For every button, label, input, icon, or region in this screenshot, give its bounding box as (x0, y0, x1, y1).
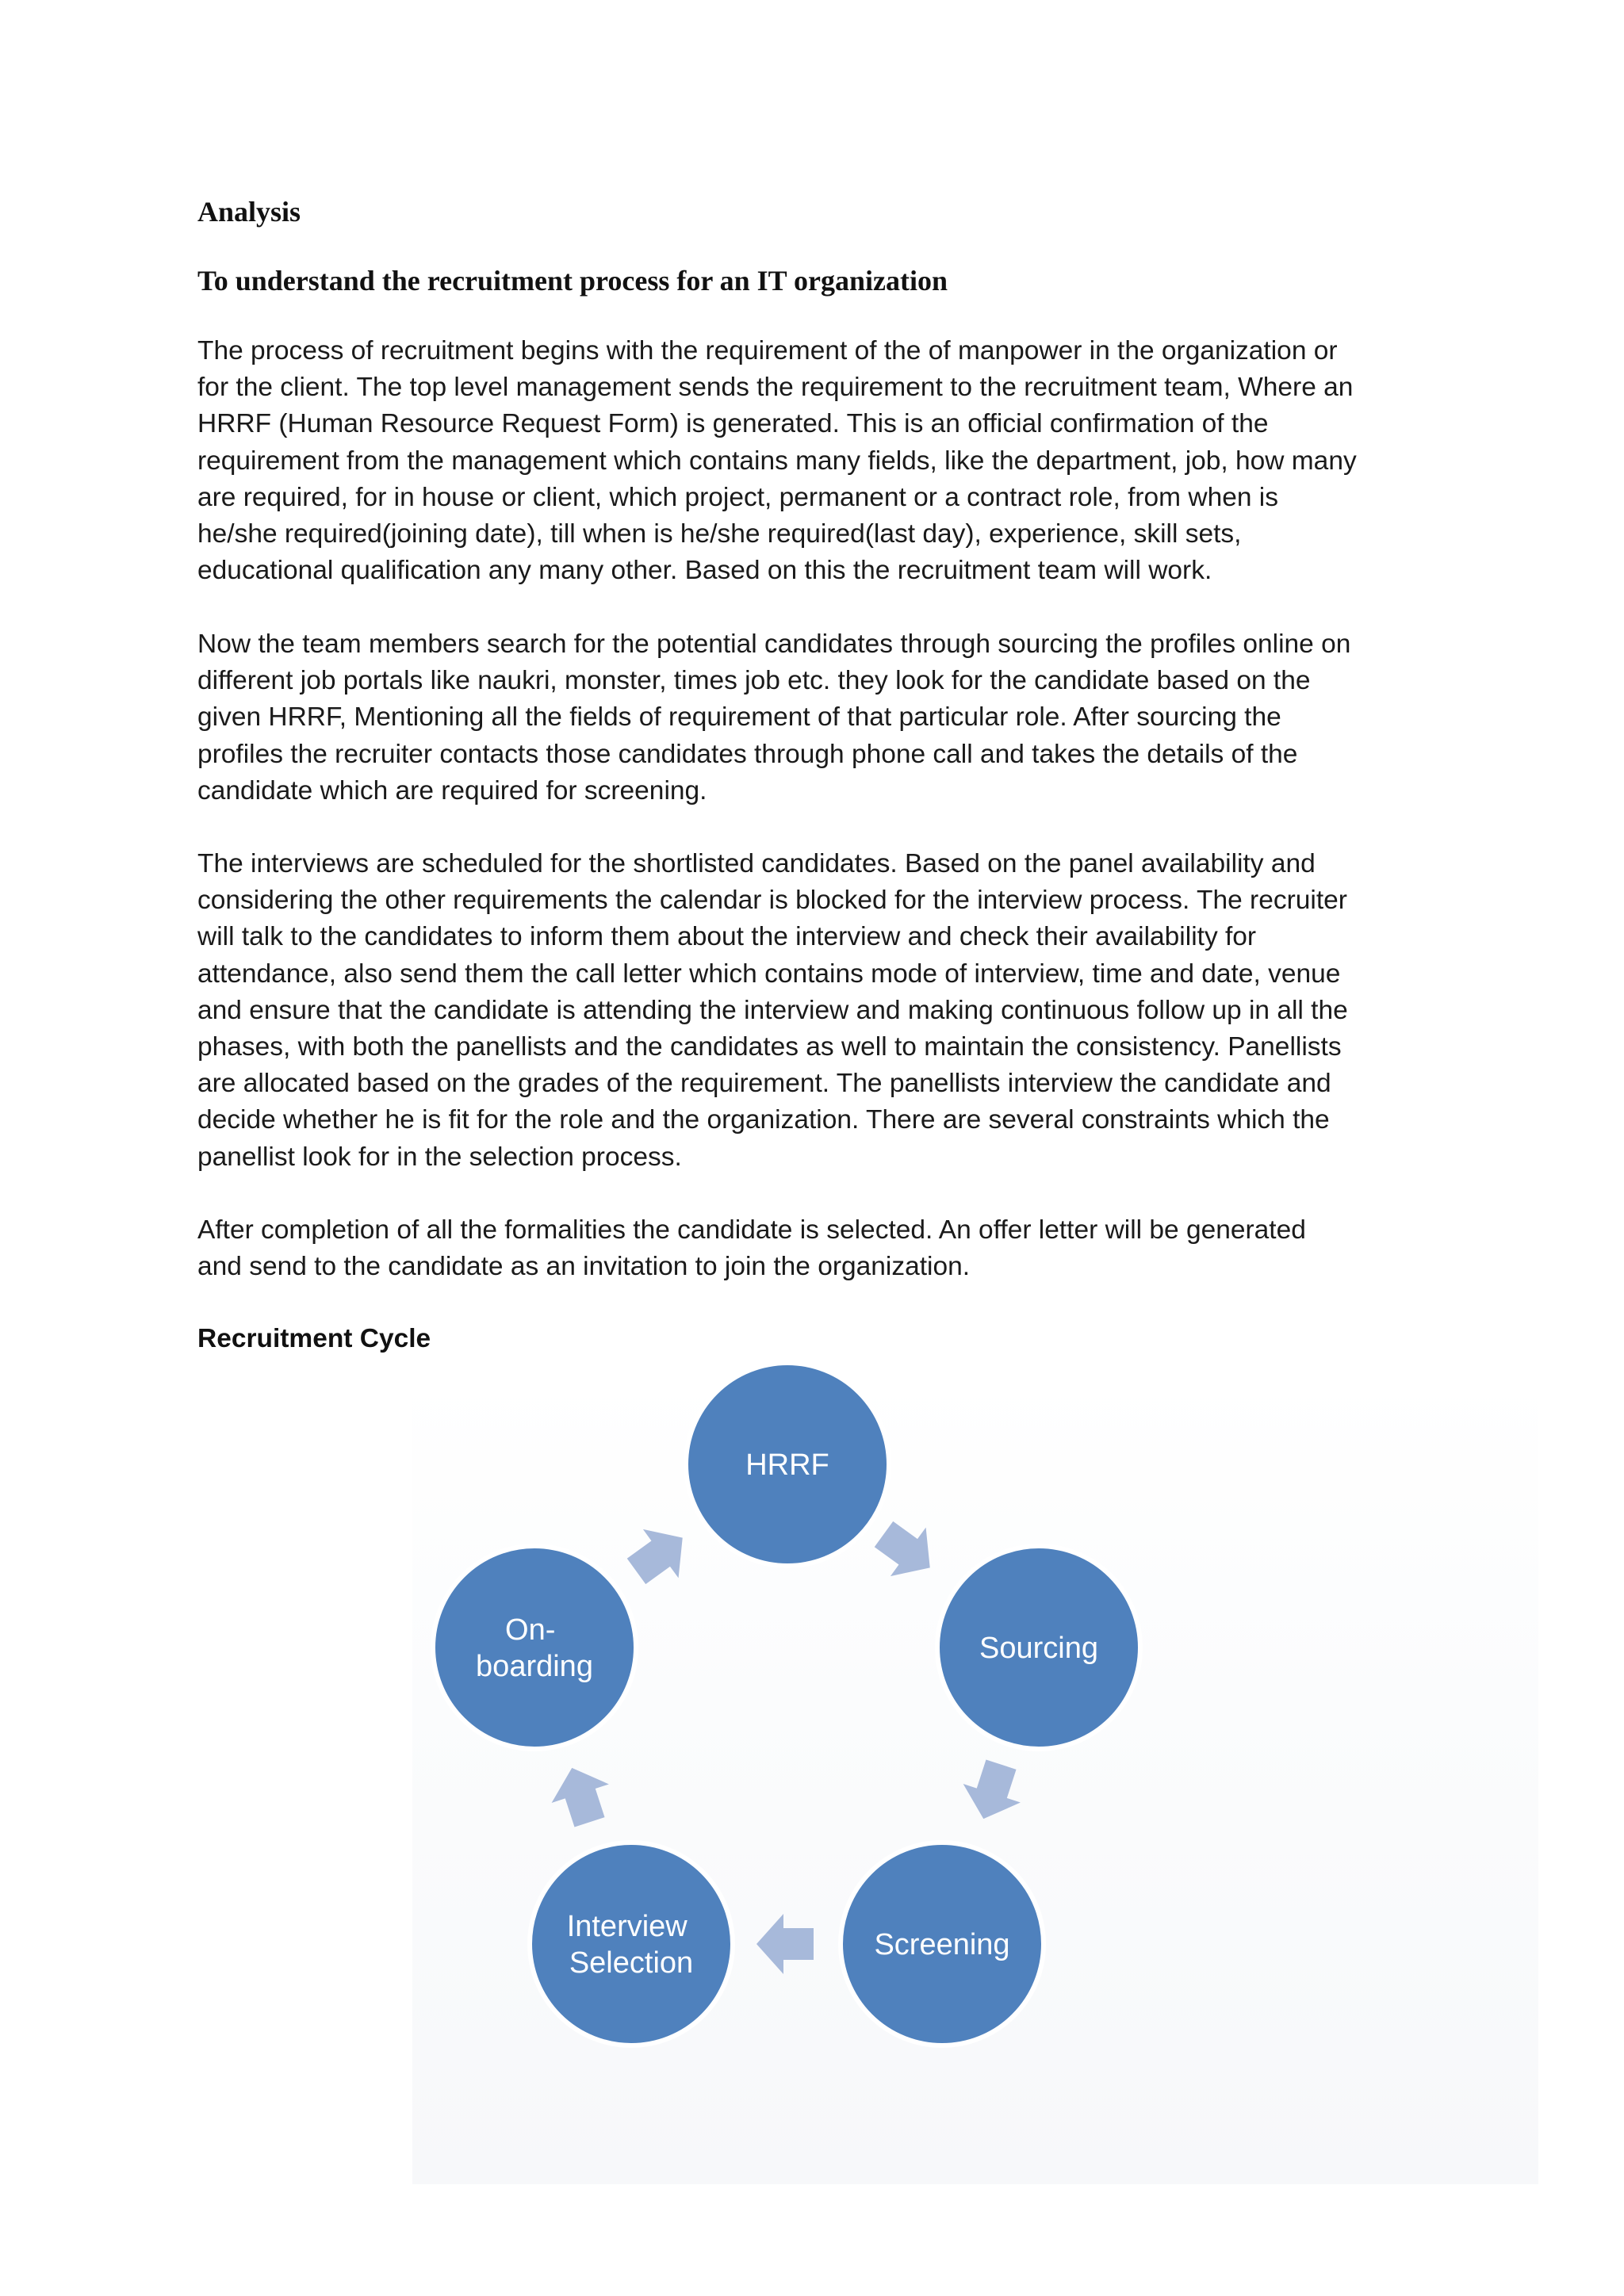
paragraph-line: candidate which are required for screening. (197, 775, 707, 806)
node-label (745, 1448, 829, 1482)
paragraph-line: and send to the candidate as an invitation to join the organization. (197, 1252, 971, 1282)
arrow-onboarding-to-hrrf (619, 1513, 700, 1596)
paragraph-line: decide whether he is fit for the role and the organization. There are several constraints which the (197, 1105, 1330, 1135)
recruitment-cycle-heading: Recruitment Cycle (197, 1324, 431, 1353)
paragraph-line: phases, with both the panellists and the candidates as well to maintain the consistency. Panellists (197, 1032, 1342, 1062)
arrow-screening-to-interview (756, 1914, 814, 1974)
paragraph-line: The interviews are scheduled for the shortlisted candidates. Based on the panel availability and (197, 849, 1316, 878)
paragraph-line: considering the other requirements the calendar is blocked for the interview process. The recruiter (197, 886, 1347, 916)
paragraph-line: profiles the recruiter contacts those candidates through phone call and takes the details of the (197, 739, 1298, 769)
paragraph-line: different job portals like naukri, monster, times job etc. they look for the candidate based on the (197, 666, 1311, 696)
paragraph-line: and ensure that the candidate is attending the interview and making continuous follow up in all the (197, 995, 1348, 1025)
paragraph-line: requirement from the management which contains many fields, like the department, job, how many (197, 446, 1357, 476)
paragraph-line: given HRRF, Mentioning all the fields of requirement of that particular role. After sourcing the (197, 702, 1281, 733)
arrow-sourcing-to-screening (955, 1755, 1030, 1828)
cycle-node-onboarding (433, 1546, 636, 1749)
cycle-node-screening (841, 1843, 1044, 2045)
paragraph-line: Now the team members search for the potential candidates through sourcing the profiles online on (197, 629, 1351, 659)
paragraph-line: HRRF (Human Resource Request Form) is generated. This is an official confirmation of the (197, 409, 1269, 439)
cycle-node-sourcing (937, 1546, 1140, 1749)
node-label-line: Selection (569, 1946, 694, 1980)
cycle-node-hrrf (686, 1363, 889, 1566)
node-label-line: Sourcing (979, 1632, 1098, 1665)
node-label-line: Screening (874, 1928, 1010, 1961)
node-label-line: HRRF (745, 1448, 829, 1482)
section-subtitle: To understand the recruitment process for an IT organization (197, 265, 948, 297)
node-label (979, 1632, 1098, 1665)
node-label-line: Interview (566, 1910, 688, 1943)
arrow-interview-to-onboarding (543, 1758, 619, 1831)
paragraph-line: After completion of all the formalities the candidate is selected. An offer letter will be generated (197, 1215, 1306, 1245)
arrow-hrrf-to-sourcing (866, 1510, 948, 1592)
paragraph-line: he/she required(joining date), till when is he/she required(last day), experience, skill sets, (197, 519, 1242, 549)
node-label-line: On- (505, 1613, 556, 1647)
paragraph-line: are required, for in house or client, which project, permanent or a contract role, from when is (197, 482, 1278, 512)
section-heading-analysis: Analysis (197, 196, 301, 228)
paragraph-line: attendance, also send them the call letter which contains mode of interview, time and date, venue (197, 959, 1341, 989)
cycle-node-interview-selection (530, 1843, 733, 2045)
paragraph-line: panellist look for in the selection process. (197, 1142, 682, 1172)
paragraph-line: educational qualification any many other. Based on this the recruitment team will work. (197, 556, 1212, 586)
node-label-line: boarding (476, 1650, 593, 1683)
paragraph-line: will talk to the candidates to inform them about the interview and check their availability for (197, 922, 1257, 952)
paragraph-line: are allocated based on the grades of the requirement. The panellists interview the candidate and (197, 1069, 1331, 1099)
node-label (874, 1928, 1009, 1961)
paragraph-line: The process of recruitment begins with the requirement of the of manpower in the organization or (197, 336, 1338, 365)
paragraph-line: for the client. The top level management sends the requirement to the recruitment team, Where an (197, 373, 1354, 403)
